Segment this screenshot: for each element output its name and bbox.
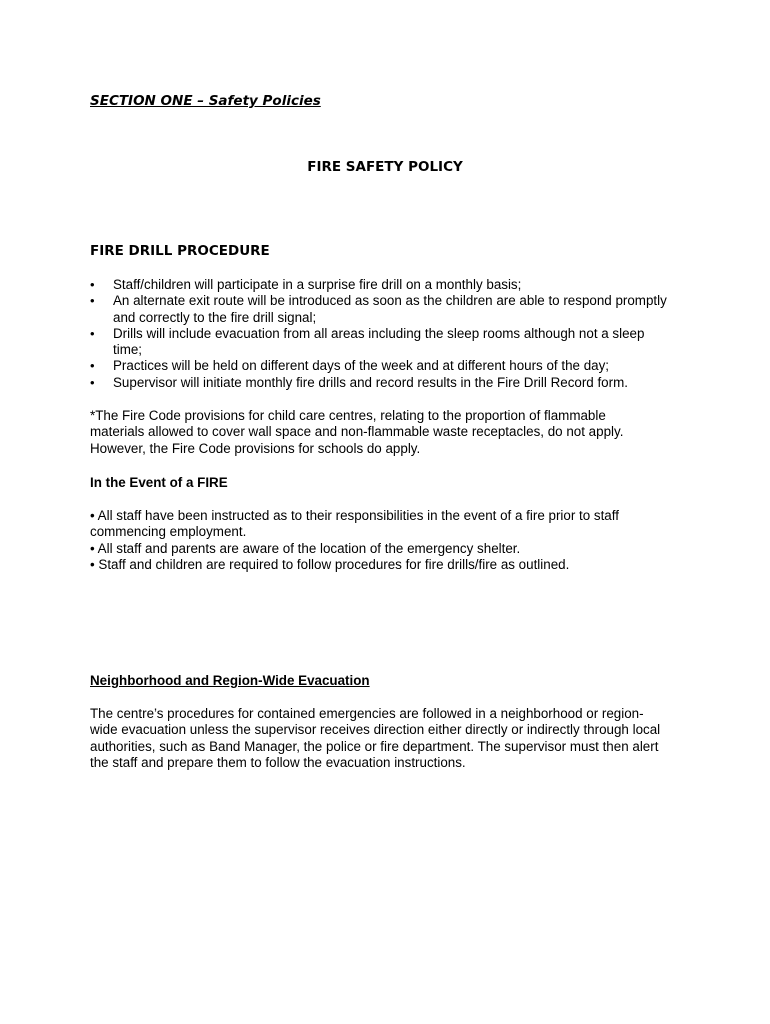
list-item: • All staff and parents are aware of the location of the emergency shelter. [90,540,521,556]
list-item [90,293,670,326]
evacuation-body: The centre’s procedures for contained emergencies are followed in a neighborhood or region-wide evacuation unless the supervisor receives direction either directly or indirectly through local authorities, such as Band Manager, the police or fire department. The supervisor must then alert the staff and prepare them to follow the evacuation instructions. [90,706,661,770]
event-of-fire-list [90,508,665,573]
list-item-text: Drills will include evacuation from all areas including the sleep rooms although not a sleep time; [113,325,645,358]
list-item-text: Staff/children will participate in a surprise fire drill on a monthly basis; [113,277,522,292]
event-of-fire-heading: In the Event of a FIRE [90,475,228,490]
list-item: • All staff have been instructed as to their responsibilities in the event of a fire prior to staff commencing employment. [90,508,619,540]
list-item [90,375,670,391]
section-heading: SECTION ONE – Safety Policies [90,93,321,109]
evacuation-heading: Neighborhood and Region-Wide Evacuation [90,673,370,688]
fire-drill-heading: FIRE DRILL PROCEDURE [90,243,270,259]
policy-title-text: FIRE SAFETY POLICY [307,159,463,175]
bullet-icon: • [90,325,95,341]
bullet-icon: • [90,358,95,374]
list-item-text: An alternate exit route will be introduced as soon as the children are able to respond promptly and correctly to the fire drill signal; [113,293,667,325]
policy-title [0,159,770,175]
list-item: • Staff and children are required to follow procedures for fire drills/fire as outlined. [90,556,570,572]
fire-drill-list [90,277,670,391]
fire-code-note: *The Fire Code provisions for child care centres, relating to the proportion of flammable materials allowed to cover wall space and non-flammable waste receptacles, do not apply. However, the Fire Code provisions for schools do apply. [90,408,624,456]
bullet-icon: • [90,374,95,390]
bullet-icon: • [90,293,95,309]
bullet-icon: • [90,277,95,292]
list-item [90,358,670,374]
list-item-text: Supervisor will initiate monthly fire drills and record results in the Fire Drill Record form. [113,374,628,390]
list-item [90,326,670,359]
list-item [90,277,670,293]
list-item-text: Practices will be held on different days of the week and at different hours of the day; [113,358,610,374]
